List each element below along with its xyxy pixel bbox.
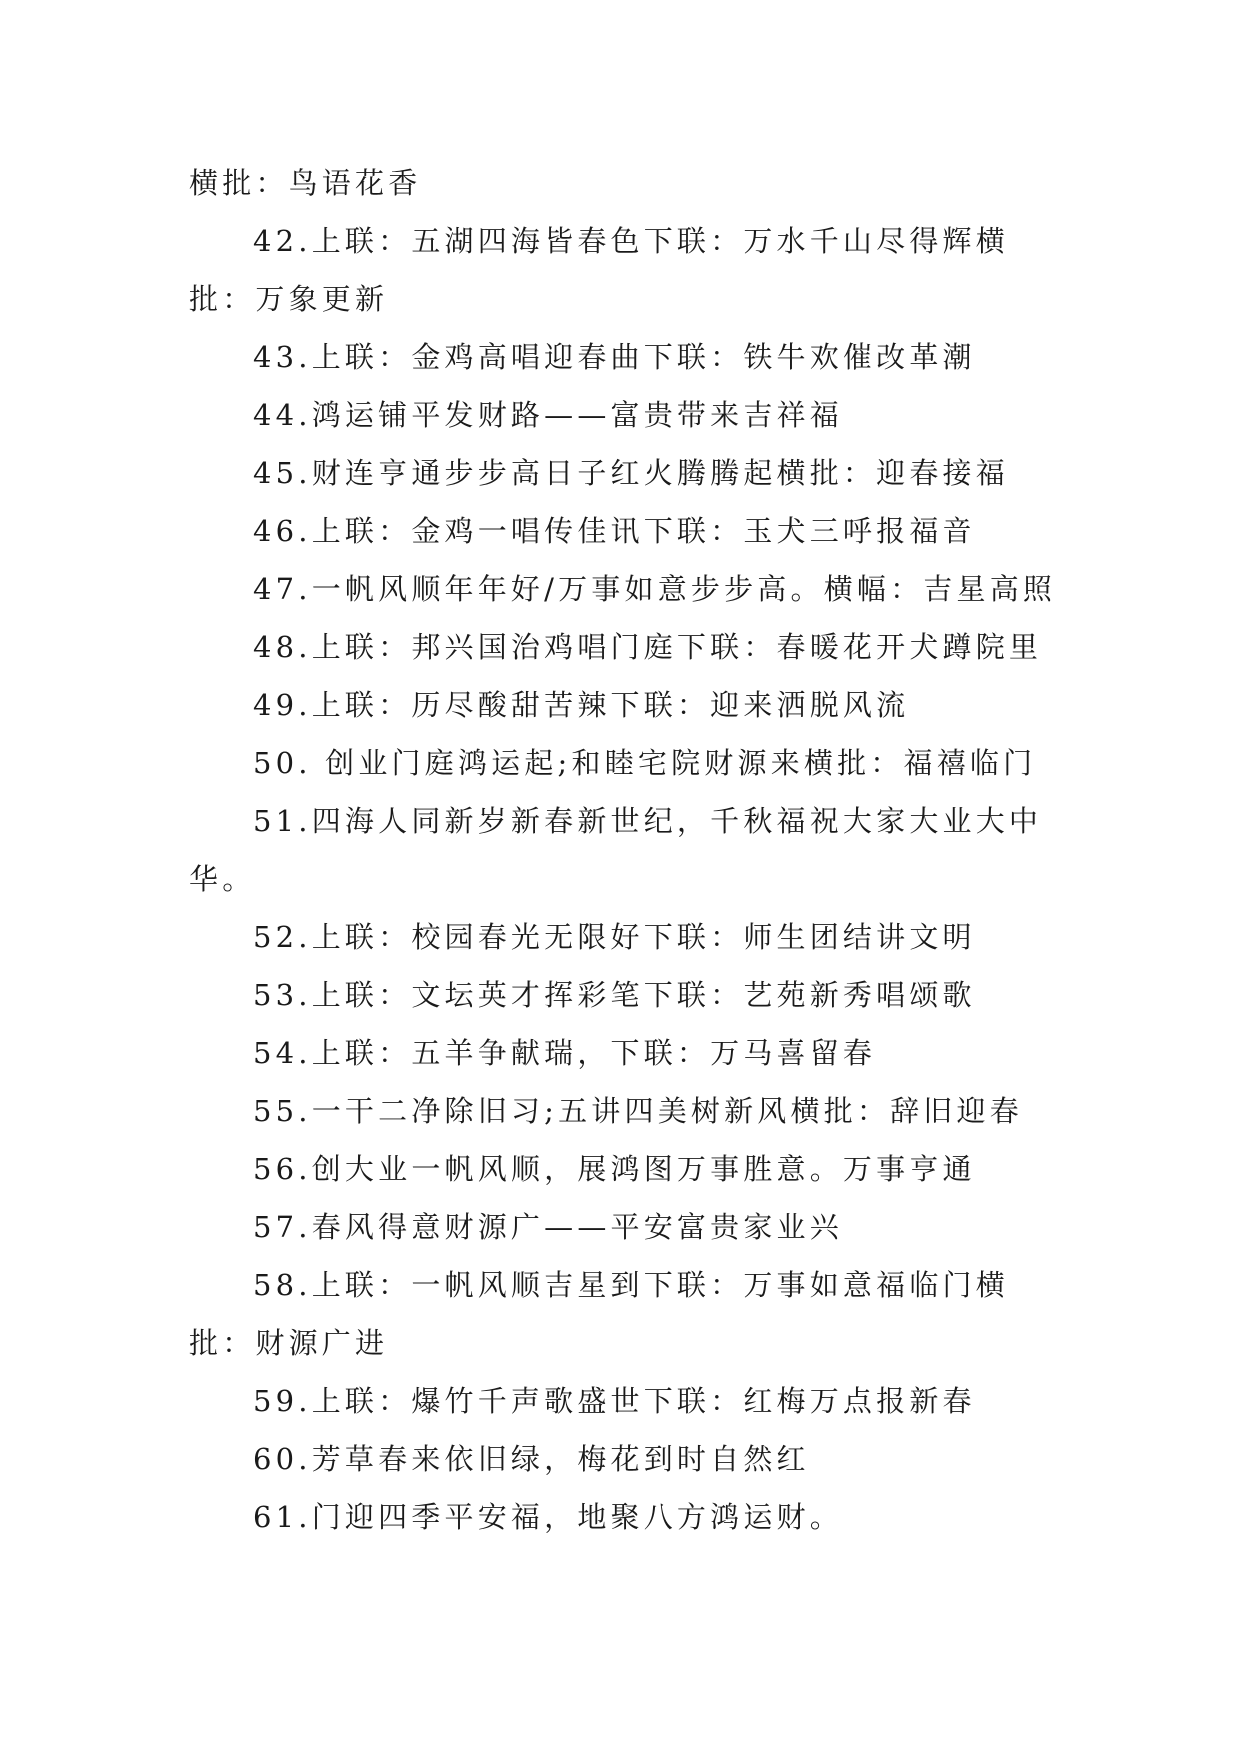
couplet-line: 45.财连亨通步步高日子红火腾腾起横批：迎春接福 (253, 456, 1009, 490)
couplet-line: 58.上联：一帆风顺吉星到下联：万事如意福临门横批：财源广进 (189, 1268, 1009, 1360)
couplet-line: 52.上联：校园春光无限好下联：师生团结讲文明 (253, 920, 976, 954)
couplet-line: 49.上联：历尽酸甜苦辣下联：迎来洒脱风流 (253, 688, 910, 722)
couplet-line: 53.上联：文坛英才挥彩笔下联：艺苑新秀唱颂歌 (253, 978, 976, 1012)
couplet-line: 48.上联：邦兴国治鸡唱门庭下联：春暖花开犬蹲院里 (253, 630, 1043, 664)
couplet-line: 56.创大业一帆风顺，展鸿图万事胜意。万事亨通 (253, 1152, 976, 1186)
couplet-line: 44.鸿运铺平发财路——富贵带来吉祥福 (253, 398, 843, 432)
couplet-line: 54.上联：五羊争献瑞，下联：万马喜留春 (253, 1036, 877, 1070)
couplet-line: 61.门迎四季平安福，地聚八方鸿运财。 (253, 1500, 843, 1534)
document-body (189, 154, 1069, 1546)
couplet-line: 51.四海人同新岁新春新世纪，千秋福祝大家大业大中华。 (189, 804, 1043, 896)
couplet-line: 43.上联：金鸡高唱迎春曲下联：铁牛欢催改革潮 (253, 340, 976, 374)
couplet-line: 47.一帆风顺年年好/万事如意步步高。横幅：吉星高照 (253, 572, 1057, 606)
couplet-line: 57.春风得意财源广——平安富贵家业兴 (253, 1210, 843, 1244)
couplet-line: 55.一干二净除旧习;五讲四美树新风横批：辞旧迎春 (253, 1094, 1023, 1128)
couplet-line: 46.上联：金鸡一唱传佳讯下联：玉犬三呼报福音 (253, 514, 976, 548)
couplet-line: 横批：鸟语花香 (189, 166, 422, 200)
couplet-line: 60.芳草春来依旧绿，梅花到时自然红 (253, 1442, 810, 1476)
couplet-line: 42.上联：五湖四海皆春色下联：万水千山尽得辉横批：万象更新 (189, 224, 1009, 316)
couplet-line: 59.上联：爆竹千声歌盛世下联：红梅万点报新春 (253, 1384, 976, 1418)
couplet-line: 50. 创业门庭鸿运起;和睦宅院财源来横批：福禧临门 (253, 746, 1037, 780)
